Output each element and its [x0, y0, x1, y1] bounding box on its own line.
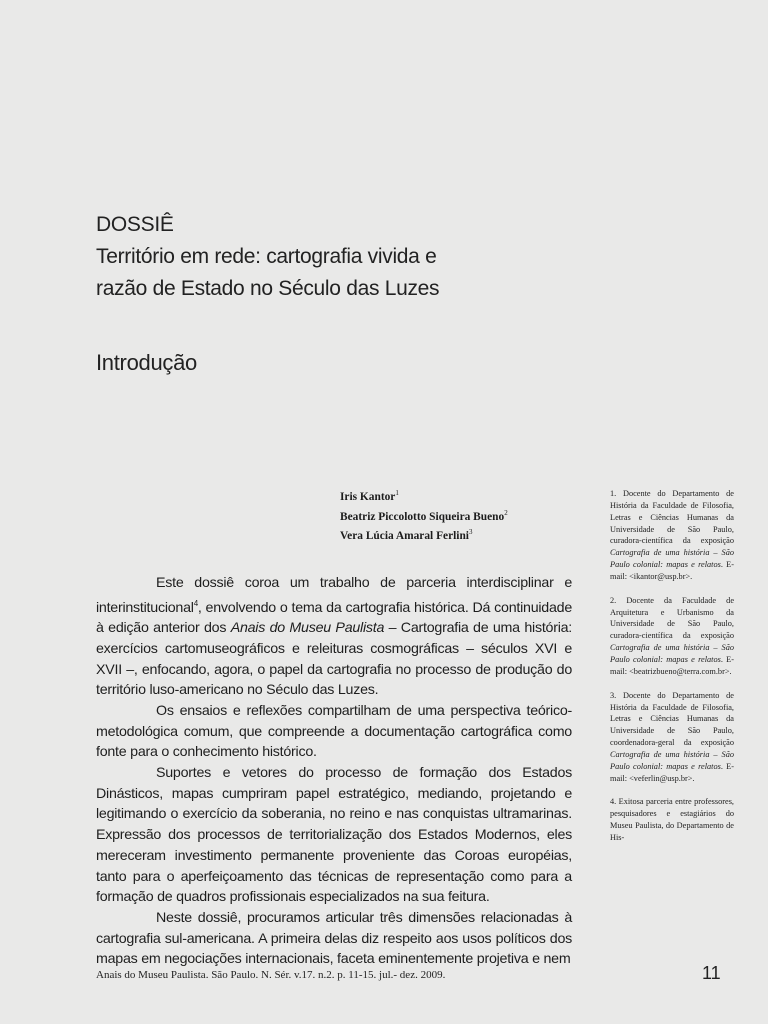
footnote-1-text: 1. Docente do Departamento de História da Faculdade de Filosofia, Letras e Ciências Humanas da Universidade de São Paulo, curadora-científica da exposição [610, 489, 734, 546]
footnote-2-email: . E-mail: <beatrizbueno@terra.com.br>. [610, 654, 734, 676]
author-name: Beatriz Piccolotto Siqueira Bueno [340, 510, 505, 523]
paragraph-1-text-a: Este dossiê coroa um trabalho de parceria interdisciplinar e interinstitucional [96, 575, 572, 616]
paragraph-1-text-b: , envolvendo o tema da cartografia histórica. Dá continuidade à edição anterior dos [96, 599, 572, 637]
footnote-2-text: 2. Docente da Faculdade de Arquitetura e Urbanismo da Universidade de São Paulo, curadora-científica da exposição [610, 595, 734, 641]
author-2 [340, 506, 540, 526]
author-note-ref: 2 [504, 508, 508, 517]
section-label: DOSSIÊ [96, 213, 174, 236]
footnote-3-text: 3. Docente do Departamento de História da Faculdade de Filosofia, Letras e Ciências Humanas da Universidade de São Paulo, coordenadora-geral da exposição [610, 690, 734, 748]
body-text [96, 573, 572, 970]
paragraph-4: Neste dossiê, procuramos articular três dimensões relacionadas à cartografia sul-americana. A primeira delas diz respeito aos usos políticos dos mapas em negociações internacionais, faceta eminentemente projetiva e nem [96, 910, 572, 968]
journal-citation-footer: Anais do Museu Paulista. São Paulo. N. Sér. v.17. n.2. p. 11-15. jul.- dez. 2009. [96, 969, 446, 981]
article-title-block [96, 209, 576, 305]
footnote-1 [610, 488, 734, 583]
paragraph-3: Suportes e vetores do processo de formação dos Estados Dinásticos, mapas cumpriram papel estratégico, mediando, projetando e legitimando o exercício da soberania, no reino e nas conquistas ultramarinas. Expressão dos processos de territorialização dos Estados Modernos, eles mereceram investimento permanente proveniente das Coroas européias, tanto para o aperfeiçoamento das técnicas de representação como para a formação de quadros profissionais especializados na sua feitura. [96, 765, 572, 906]
page-number: 11 [702, 963, 721, 983]
footnote-1-italic: Cartografia de uma história – São Paulo colonial: mapas e relatos [610, 548, 734, 570]
author-1 [340, 486, 540, 506]
author-note-ref: 1 [395, 489, 399, 497]
author-name: Iris Kantor [340, 490, 396, 503]
paragraph-1 [96, 573, 572, 701]
footnote-2 [610, 595, 734, 678]
introduction-heading: Introdução [96, 350, 197, 375]
footnote-4: 4. Exitosa parceria entre professores, pesquisadores e estagiários do Museu Paulista, do Departamento de His- [610, 797, 734, 842]
paragraph-2: Os ensaios e reflexões compartilham de uma perspectiva teórico-metodológica comum, que compreende a documentação cartográfica como fonte para o conhecimento histórico. [96, 702, 572, 761]
footnote-1-email: . E-mail: <ikantor@usp.br>. [610, 560, 734, 581]
footnote-2-italic: Cartografia de uma história – São Paulo colonial: mapas e relatos [610, 643, 734, 664]
article-title-line-1: Território em rede: cartografia vivida e [96, 245, 437, 268]
author-name: Vera Lúcia Amaral Ferlini [340, 529, 469, 542]
author-note-ref: 3 [468, 528, 473, 536]
side-notes [610, 488, 734, 856]
article-title-line-2: razão de Estado no Século das Luzes [96, 277, 440, 300]
footnote-3 [610, 690, 734, 785]
author-3 [340, 525, 540, 545]
footnote-3-italic: Cartografia de uma história – São Paulo colonial: mapas e relatos [610, 749, 734, 771]
footnote-ref-4: 4 [193, 598, 198, 608]
author-list [340, 486, 540, 545]
paragraph-1-text-c: – Cartografia de uma história: exercícios cartomuseográficos e releituras cosmográficas – séculos XVI e XVII –, enfocando, agora, o papel da cartografia no processo de produção do território luso-americano no Século das Luzes. [96, 620, 572, 699]
footnote-3-email: . E-mail: <veferlin@usp.br>. [610, 761, 734, 783]
journal-name: Anais do Museu Paulista [230, 620, 385, 637]
